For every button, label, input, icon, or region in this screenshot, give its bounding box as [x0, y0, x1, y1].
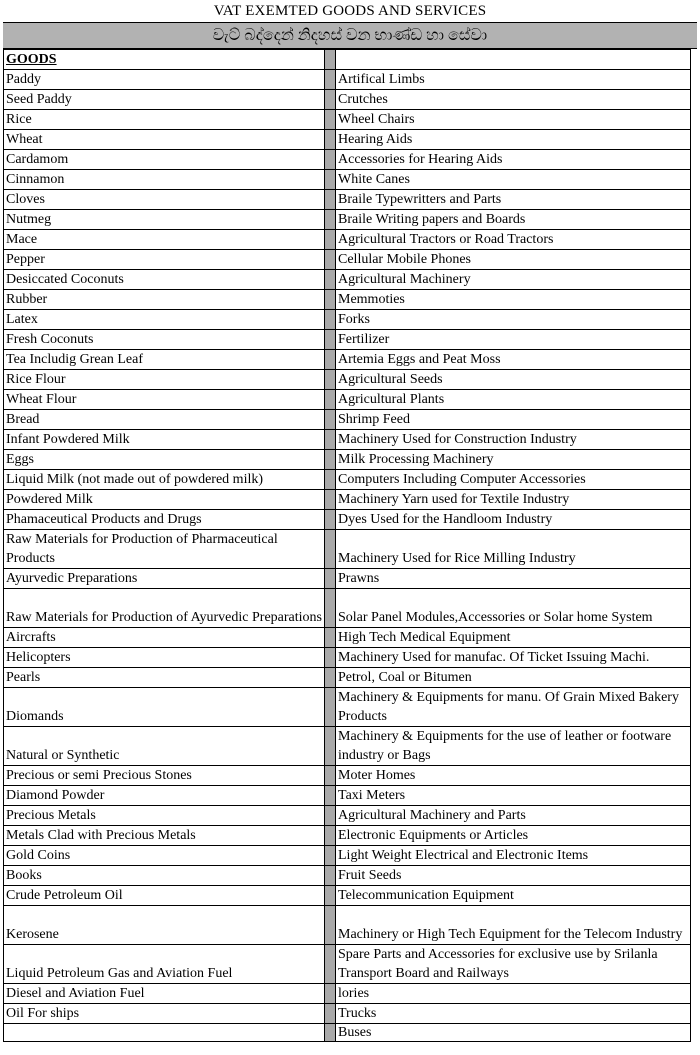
column-separator: [325, 150, 336, 170]
column-separator: [325, 668, 336, 688]
table-row: [4, 290, 691, 310]
goods-item-left: Latex: [4, 310, 325, 330]
goods-item-left: Ayurvedic Preparations: [4, 569, 325, 589]
goods-item-left: Nutmeg: [4, 210, 325, 230]
table-row: [4, 589, 691, 628]
goods-item-right: Artifical Limbs: [336, 70, 691, 90]
table-row: [4, 250, 691, 270]
table-row: [4, 70, 691, 90]
column-separator: [325, 230, 336, 250]
goods-item-right: Accessories for Hearing Aids: [336, 150, 691, 170]
goods-item-left: Desiccated Coconuts: [4, 270, 325, 290]
table-row: [4, 490, 691, 510]
column-separator: [325, 1024, 336, 1042]
column-separator: [325, 130, 336, 150]
goods-item-right: Solar Panel Modules,Accessories or Solar home System: [336, 589, 691, 628]
goods-item-right: Fertilizer: [336, 330, 691, 350]
goods-item-right: Shrimp Feed: [336, 410, 691, 430]
goods-item-right: Machinery Used for Rice Milling Industry: [336, 530, 691, 569]
goods-item-left: Tea Includig Grean Leaf: [4, 350, 325, 370]
table-row: [4, 190, 691, 210]
table-row: [4, 648, 691, 668]
goods-item-left: Pepper: [4, 250, 325, 270]
goods-item-right: Light Weight Electrical and Electronic Items: [336, 846, 691, 866]
column-separator: [325, 70, 336, 90]
goods-item-left: Cardamom: [4, 150, 325, 170]
goods-item-left: Raw Materials for Production of Ayurvedic Preparations: [4, 589, 325, 628]
column-separator: [325, 390, 336, 410]
goods-item-right: Braile Typewritters and Parts: [336, 190, 691, 210]
table-row: [4, 430, 691, 450]
goods-item-right: Fruit Seeds: [336, 866, 691, 886]
goods-item-left: [4, 1024, 325, 1042]
table-row: [4, 110, 691, 130]
column-separator: [325, 688, 336, 727]
table-row: [4, 886, 691, 906]
goods-item-right: Artemia Eggs and Peat Moss: [336, 350, 691, 370]
goods-item-left: Raw Materials for Production of Pharmaceutical Products: [4, 530, 325, 569]
column-separator: [325, 250, 336, 270]
goods-item-left: Kerosene: [4, 906, 325, 945]
goods-item-right: Machinery Used for manufac. Of Ticket Issuing Machi.: [336, 648, 691, 668]
goods-item-right: Agricultural Machinery: [336, 270, 691, 290]
table-row: [4, 270, 691, 290]
table-row: [4, 450, 691, 470]
goods-item-right: Moter Homes: [336, 766, 691, 786]
goods-item-left: Pearls: [4, 668, 325, 688]
column-separator: [325, 90, 336, 110]
right-header: [336, 50, 691, 70]
column-separator: [325, 430, 336, 450]
goods-item-right: White Canes: [336, 170, 691, 190]
table-row: [4, 866, 691, 886]
column-separator: [325, 806, 336, 826]
table-row: [4, 230, 691, 250]
document-title: VAT EXEMTED GOODS AND SERVICES: [213, 3, 487, 19]
table-row: [4, 945, 691, 984]
goods-item-right: High Tech Medical Equipment: [336, 628, 691, 648]
goods-item-left: Crude Petroleum Oil: [4, 886, 325, 906]
goods-item-left: Infant Powdered Milk: [4, 430, 325, 450]
goods-item-left: Mace: [4, 230, 325, 250]
goods-item-right: Machinery or High Tech Equipment for the Telecom Industry: [336, 906, 691, 945]
goods-item-right: Cellular Mobile Phones: [336, 250, 691, 270]
table-row: [4, 90, 691, 110]
column-separator: [325, 170, 336, 190]
table-row: [4, 984, 691, 1004]
goods-item-right: Petrol, Coal or Bitumen: [336, 668, 691, 688]
table-row: [4, 906, 691, 945]
goods-item-left: Eggs: [4, 450, 325, 470]
table-row: [4, 150, 691, 170]
table-row: [4, 390, 691, 410]
column-separator: [325, 984, 336, 1004]
table-row: [4, 628, 691, 648]
goods-item-right: Memmoties: [336, 290, 691, 310]
goods-item-left: Fresh Coconuts: [4, 330, 325, 350]
goods-item-left: Helicopters: [4, 648, 325, 668]
table-row: [4, 688, 691, 727]
goods-item-right: Machinery & Equipments for manu. Of Grain Mixed Bakery Products: [336, 688, 691, 727]
table-row: [4, 569, 691, 589]
goods-header: GOODS: [4, 50, 325, 70]
goods-item-left: Wheat: [4, 130, 325, 150]
table-row: [4, 786, 691, 806]
column-separator: [325, 210, 336, 230]
goods-item-right: Crutches: [336, 90, 691, 110]
table-row: [4, 826, 691, 846]
goods-item-right: Agricultural Machinery and Parts: [336, 806, 691, 826]
goods-item-left: Cloves: [4, 190, 325, 210]
column-separator: [325, 569, 336, 589]
goods-item-left: Bread: [4, 410, 325, 430]
goods-item-right: Machinery Used for Construction Industry: [336, 430, 691, 450]
column-separator: [325, 826, 336, 846]
table-row: [4, 766, 691, 786]
goods-item-left: Diesel and Aviation Fuel: [4, 984, 325, 1004]
goods-item-right: Agricultural Tractors or Road Tractors: [336, 230, 691, 250]
table-row: [4, 510, 691, 530]
goods-item-right: Trucks: [336, 1004, 691, 1024]
table-row: [4, 170, 691, 190]
goods-item-right: Buses: [336, 1024, 691, 1042]
table-row: [4, 727, 691, 766]
goods-table: [3, 49, 691, 1042]
goods-item-left: Gold Coins: [4, 846, 325, 866]
goods-item-left: Natural or Synthetic: [4, 727, 325, 766]
goods-item-right: Taxi Meters: [336, 786, 691, 806]
goods-item-right: Telecommunication Equipment: [336, 886, 691, 906]
table-row: [4, 846, 691, 866]
goods-item-left: Phamaceutical Products and Drugs: [4, 510, 325, 530]
goods-item-right: Machinery Yarn used for Textile Industry: [336, 490, 691, 510]
goods-item-right: Prawns: [336, 569, 691, 589]
goods-item-left: Cinnamon: [4, 170, 325, 190]
goods-item-left: Rubber: [4, 290, 325, 310]
goods-item-right: Computers Including Computer Accessories: [336, 470, 691, 490]
column-separator: [325, 906, 336, 945]
column-separator: [325, 530, 336, 569]
goods-item-right: Electronic Equipments or Articles: [336, 826, 691, 846]
table-row: [4, 530, 691, 569]
goods-item-right: Forks: [336, 310, 691, 330]
goods-item-left: Precious or semi Precious Stones: [4, 766, 325, 786]
table-row: [4, 130, 691, 150]
column-separator: [325, 490, 336, 510]
goods-table-body: [4, 50, 691, 1042]
goods-item-right: lories: [336, 984, 691, 1004]
goods-item-left: Liquid Milk (not made out of powdered milk): [4, 470, 325, 490]
goods-item-left: Books: [4, 866, 325, 886]
goods-item-left: Diamond Powder: [4, 786, 325, 806]
goods-item-left: Paddy: [4, 70, 325, 90]
table-row: [4, 210, 691, 230]
goods-item-left: Metals Clad with Precious Metals: [4, 826, 325, 846]
goods-item-left: Aircrafts: [4, 628, 325, 648]
column-separator: [325, 450, 336, 470]
goods-item-right: Wheel Chairs: [336, 110, 691, 130]
column-separator: [325, 846, 336, 866]
table-header-row: [4, 50, 691, 70]
goods-item-left: Powdered Milk: [4, 490, 325, 510]
goods-item-left: Oil For ships: [4, 1004, 325, 1024]
column-separator: [325, 370, 336, 390]
column-separator: [325, 350, 336, 370]
goods-item-right: Hearing Aids: [336, 130, 691, 150]
goods-item-right: Agricultural Seeds: [336, 370, 691, 390]
column-separator: [325, 330, 336, 350]
table-row: [4, 370, 691, 390]
table-row: [4, 668, 691, 688]
column-separator: [325, 766, 336, 786]
column-separator: [325, 1004, 336, 1024]
column-separator: [325, 945, 336, 984]
column-separator: [325, 190, 336, 210]
goods-item-right: Spare Parts and Accessories for exclusive use by Srilanla Transport Board and Railways: [336, 945, 691, 984]
table-row: [4, 1024, 691, 1042]
table-row: [4, 410, 691, 430]
document-subtitle-sinhala: වැට් බද්දෙන් නිදහස් වන භාණ්ඩ හා සේවා: [3, 22, 697, 49]
column-separator: [325, 886, 336, 906]
table-row: [4, 310, 691, 330]
column-separator: [325, 510, 336, 530]
column-separator: [325, 786, 336, 806]
column-separator: [325, 866, 336, 886]
goods-item-right: Machinery & Equipments for the use of leather or footware industry or Bags: [336, 727, 691, 766]
goods-item-left: Seed Paddy: [4, 90, 325, 110]
goods-item-left: Liquid Petroleum Gas and Aviation Fuel: [4, 945, 325, 984]
column-separator: [325, 589, 336, 628]
goods-item-right: Braile Writing papers and Boards: [336, 210, 691, 230]
column-separator: [325, 270, 336, 290]
table-row: [4, 470, 691, 490]
column-separator: [325, 727, 336, 766]
table-row: [4, 350, 691, 370]
table-row: [4, 806, 691, 826]
column-separator: [325, 410, 336, 430]
column-separator: [325, 628, 336, 648]
goods-item-left: Rice: [4, 110, 325, 130]
column-separator: [325, 310, 336, 330]
table-row: [4, 1004, 691, 1024]
column-separator: [325, 470, 336, 490]
goods-item-left: Rice Flour: [4, 370, 325, 390]
column-separator: [325, 50, 336, 70]
column-separator: [325, 648, 336, 668]
goods-item-left: Precious Metals: [4, 806, 325, 826]
goods-item-left: Diomands: [4, 688, 325, 727]
goods-item-right: Agricultural Plants: [336, 390, 691, 410]
column-separator: [325, 110, 336, 130]
goods-item-right: Milk Processing Machinery: [336, 450, 691, 470]
goods-item-left: Wheat Flour: [4, 390, 325, 410]
column-separator: [325, 290, 336, 310]
table-row: [4, 330, 691, 350]
goods-item-right: Dyes Used for the Handloom Industry: [336, 510, 691, 530]
